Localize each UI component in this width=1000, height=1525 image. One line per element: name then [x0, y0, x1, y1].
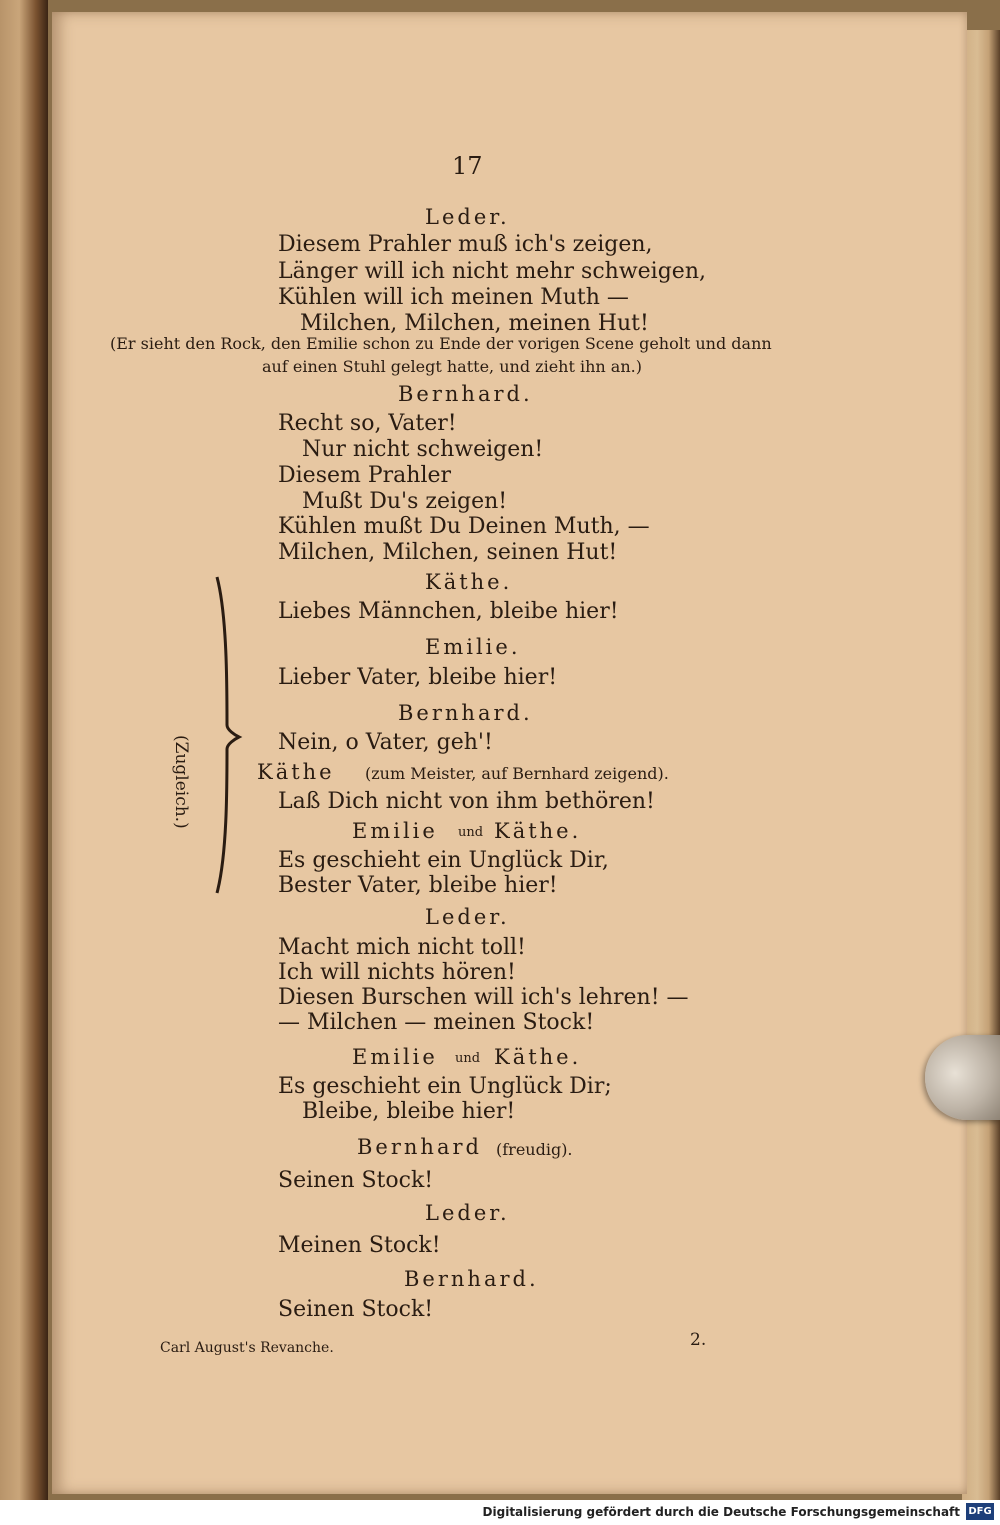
- stage-direction: (zum Meister, auf Bernhard zeigend).: [365, 764, 669, 783]
- signature-mark: 2.: [690, 1330, 707, 1350]
- verse-line: Seinen Stock!: [278, 1297, 434, 1322]
- stage-direction: auf einen Stuhl gelegt hatte, und zieht ihn an.): [262, 357, 642, 376]
- verse-line: Laß Dich nicht von ihm bethören!: [278, 789, 655, 814]
- footer-title: Carl August's Revanche.: [160, 1340, 334, 1356]
- verse-line: Bleibe, bleibe hier!: [302, 1099, 516, 1124]
- verse-line: Diesen Burschen will ich's lehren! —: [278, 985, 689, 1010]
- speaker-name: Emilie: [352, 819, 438, 843]
- stage-direction: und: [455, 1051, 481, 1066]
- speaker-name: Leder.: [425, 1201, 510, 1225]
- speaker-name: Emilie.: [425, 635, 521, 659]
- page-number: 17: [452, 152, 483, 180]
- verse-line: Bester Vater, bleibe hier!: [278, 873, 558, 898]
- verse-line: Nein, o Vater, geh'!: [278, 730, 493, 755]
- stage-direction: und: [458, 825, 484, 840]
- stage-direction: (freudig).: [496, 1140, 573, 1159]
- verse-line: Diesem Prahler: [278, 463, 452, 488]
- verse-line: Kühlen mußt Du Deinen Muth, —: [278, 514, 650, 539]
- verse-line: Nur nicht schweigen!: [302, 437, 544, 462]
- simultaneous-brace: [205, 575, 245, 895]
- speaker-name: Käthe.: [494, 1045, 582, 1069]
- speaker-name: Käthe: [257, 760, 335, 784]
- verse-line: Diesem Prahler muß ich's zeigen,: [278, 232, 653, 257]
- verse-line: Macht mich nicht toll!: [278, 935, 526, 960]
- verse-line: Recht so, Vater!: [278, 411, 457, 436]
- verse-line: Milchen, Milchen, meinen Hut!: [300, 311, 649, 336]
- verse-line: Es geschieht ein Unglück Dir,: [278, 848, 609, 873]
- verse-line: Es geschieht ein Unglück Dir;: [278, 1074, 612, 1099]
- thumb-tab: [925, 1035, 1000, 1120]
- speaker-name: Käthe.: [494, 819, 582, 843]
- verse-line: — Milchen — meinen Stock!: [278, 1010, 595, 1035]
- speaker-name: Bernhard.: [404, 1267, 539, 1291]
- verse-line: Meinen Stock!: [278, 1233, 441, 1258]
- verse-line: Liebes Männchen, bleibe hier!: [278, 599, 619, 624]
- verse-line: Ich will nichts hören!: [278, 960, 516, 985]
- speaker-name: Bernhard.: [398, 701, 533, 725]
- verse-line: Länger will ich nicht mehr schweigen,: [278, 259, 706, 284]
- left-book-cover: [0, 0, 48, 1500]
- speaker-name: Leder.: [425, 905, 510, 929]
- speaker-name: Käthe.: [425, 570, 513, 594]
- margin-note-zugleich: (Zugleich.): [171, 735, 191, 829]
- verse-line: Mußt Du's zeigen!: [302, 489, 508, 514]
- right-page-edges: [962, 30, 1000, 1500]
- speaker-name: Leder.: [425, 205, 510, 229]
- speaker-name: Bernhard: [357, 1135, 482, 1159]
- verse-line: Lieber Vater, bleibe hier!: [278, 665, 558, 690]
- speaker-name: Bernhard.: [398, 382, 533, 406]
- dfg-logo: DFG: [966, 1503, 994, 1520]
- verse-line: Milchen, Milchen, seinen Hut!: [278, 540, 618, 565]
- verse-line: Seinen Stock!: [278, 1168, 434, 1193]
- digitization-notice: Digitalisierung gefördert durch die Deutsche Forschungsgemeinschaft: [482, 1505, 960, 1519]
- verse-line: Kühlen will ich meinen Muth —: [278, 285, 629, 310]
- stage-direction: (Er sieht den Rock, den Emilie schon zu Ende der vorigen Scene geholt und dann: [110, 334, 772, 353]
- speaker-name: Emilie: [352, 1045, 438, 1069]
